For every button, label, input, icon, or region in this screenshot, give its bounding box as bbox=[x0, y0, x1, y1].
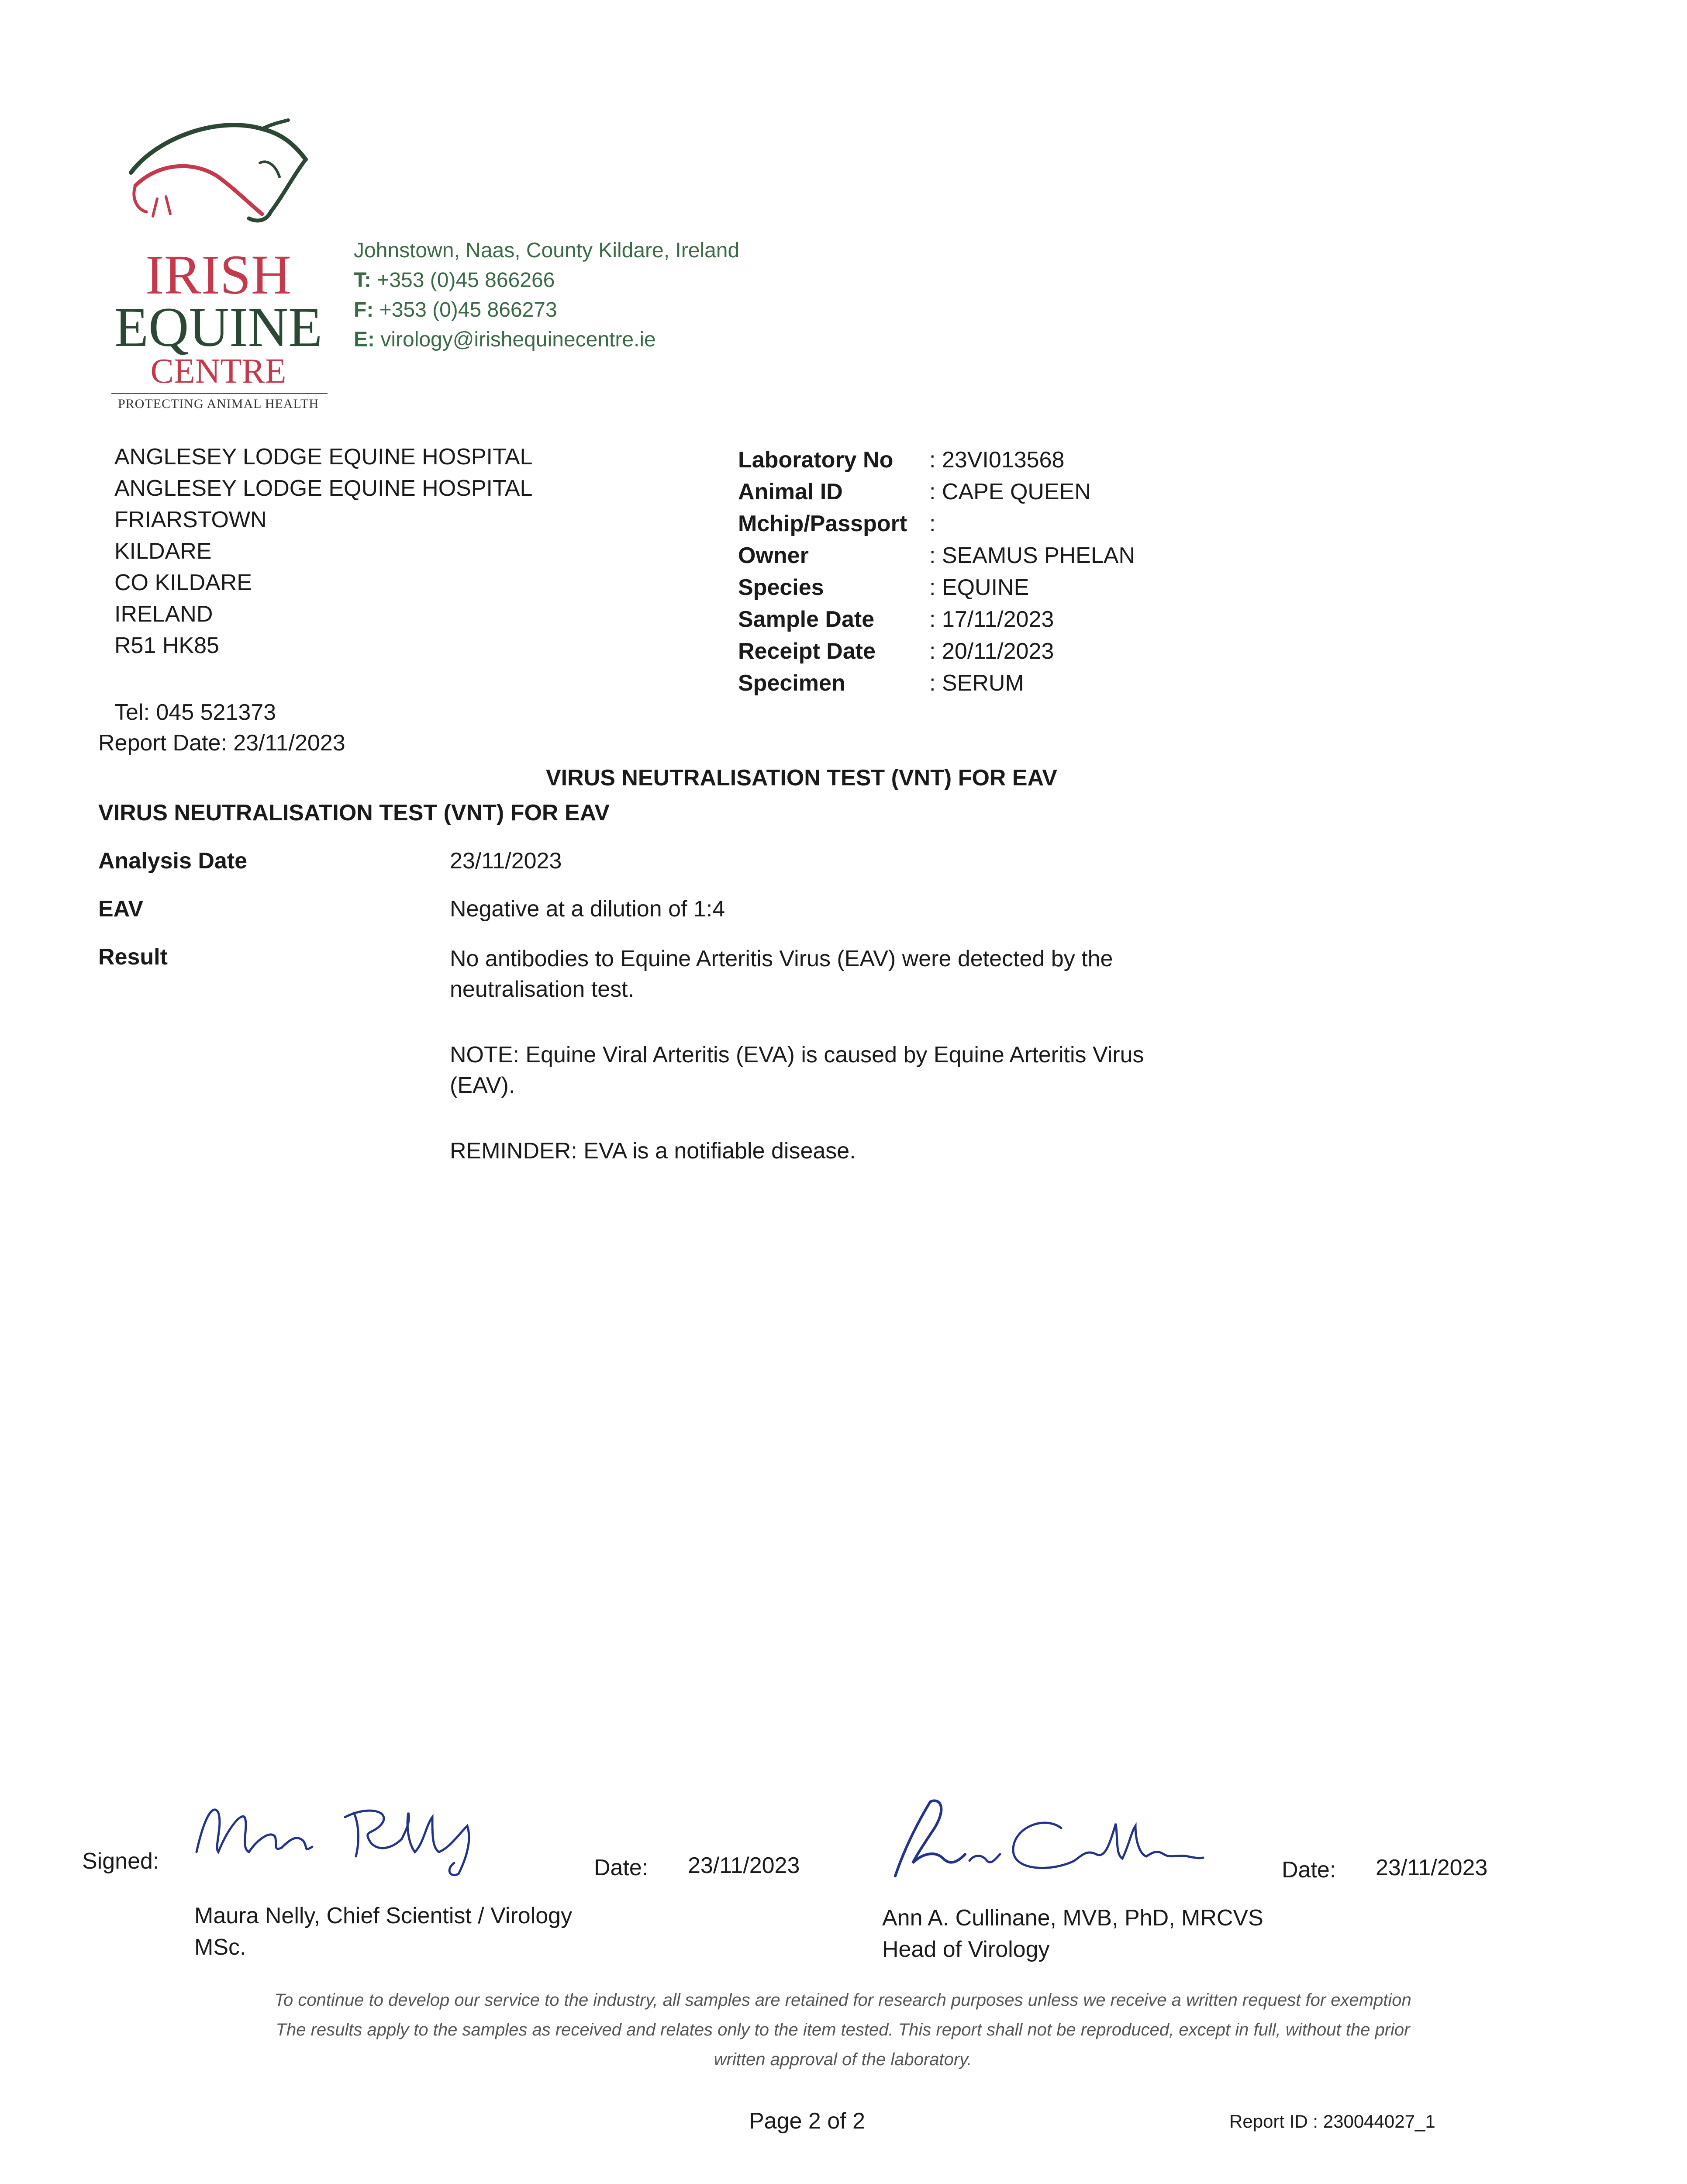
lab-info-label: Mchip/Passport bbox=[738, 511, 907, 536]
email-address: virology@irishequinecentre.ie bbox=[380, 328, 656, 351]
lab-info-label: Species bbox=[738, 575, 824, 600]
contact-email bbox=[354, 325, 656, 355]
fax-prefix: F: bbox=[354, 298, 374, 321]
signature-ann-cullinane bbox=[878, 1789, 1210, 1887]
owner: : SEAMUS PHELAN bbox=[929, 543, 1135, 568]
mchip-passport: : bbox=[929, 511, 936, 536]
lab-info-label: Specimen bbox=[738, 670, 845, 696]
recipient-line: KILDARE bbox=[114, 539, 212, 564]
disclaimer-line: To continue to develop our service to the industry, all samples are retained for research purposes unless we receive a written request for exemption bbox=[274, 1990, 1411, 2010]
lab-info-label: Laboratory No bbox=[738, 447, 894, 473]
signatory-2 bbox=[882, 1902, 1263, 1965]
fax-number: +353 (0)45 866273 bbox=[379, 298, 557, 321]
recipient-line: R51 HK85 bbox=[114, 633, 219, 658]
species: : EQUINE bbox=[929, 575, 1029, 600]
phone-prefix: T: bbox=[354, 269, 371, 292]
eav-value: Negative at a dilution of 1:4 bbox=[450, 896, 725, 922]
test-title-centered: VIRUS NEUTRALISATION TEST (VNT) FOR EAV bbox=[546, 765, 1057, 791]
laboratory-number: : 23VI013568 bbox=[929, 447, 1065, 473]
specimen: : SERUM bbox=[929, 670, 1024, 696]
signatory-2-title: Head of Virology bbox=[882, 1937, 1050, 1962]
logo-word-irish: IRISH bbox=[145, 244, 292, 306]
result-line: neutralisation test. bbox=[450, 977, 635, 1002]
lab-info-label: Animal ID bbox=[738, 479, 843, 505]
lab-info-label: Owner bbox=[738, 543, 809, 568]
lab-info-values bbox=[929, 444, 1135, 699]
report-date: Report Date: 23/11/2023 bbox=[98, 730, 345, 756]
recipient-address bbox=[114, 441, 532, 661]
date-label-2: Date: bbox=[1282, 1857, 1336, 1883]
lab-info-label: Receipt Date bbox=[738, 639, 876, 664]
phone-number: +353 (0)45 866266 bbox=[377, 269, 555, 292]
reminder-text: REMINDER: EVA is a notifiable disease. bbox=[450, 1138, 856, 1164]
receipt-date: : 20/11/2023 bbox=[929, 639, 1054, 664]
signature-scribble-icon bbox=[878, 1789, 1210, 1885]
email-prefix: E: bbox=[354, 328, 375, 351]
signatory-1-name: Maura Nelly, Chief Scientist / Virology bbox=[194, 1903, 573, 1928]
irish-equine-centre-logo bbox=[105, 111, 332, 417]
lab-info-label: Sample Date bbox=[738, 607, 875, 632]
signatory-1 bbox=[194, 1900, 572, 1963]
logo-tagline: PROTECTING ANIMAL HEALTH bbox=[117, 397, 319, 411]
recipient-line: ANGLESEY LODGE EQUINE HOSPITAL bbox=[114, 476, 533, 501]
sample-date: : 17/11/2023 bbox=[929, 607, 1054, 632]
date-value-1: 23/11/2023 bbox=[688, 1853, 800, 1878]
eav-label: EAV bbox=[98, 896, 144, 922]
contact-address: Johnstown, Naas, County Kildare, Ireland bbox=[354, 239, 740, 262]
lab-info-labels bbox=[738, 444, 907, 699]
result-line: No antibodies to Equine Arteritis Virus (EAV) were detected by the bbox=[450, 946, 1113, 971]
disclaimer-line: written approval of the laboratory. bbox=[714, 2050, 972, 2069]
signature-maura-nelly bbox=[188, 1787, 520, 1885]
recipient-line: ANGLESEY LODGE EQUINE HOSPITAL bbox=[114, 444, 533, 470]
signatory-1-qualification: MSc. bbox=[194, 1935, 246, 1960]
horse-head-icon bbox=[105, 111, 332, 242]
footer-disclaimer bbox=[131, 1985, 1555, 2074]
recipient-line: CO KILDARE bbox=[114, 570, 252, 595]
note-line: NOTE: Equine Viral Arteritis (EVA) is caused by Equine Arteritis Virus bbox=[450, 1042, 1144, 1068]
contact-phone bbox=[354, 266, 555, 295]
note-line: (EAV). bbox=[450, 1073, 515, 1098]
analysis-date-value: 23/11/2023 bbox=[450, 848, 562, 874]
signed-label: Signed: bbox=[82, 1849, 159, 1874]
signatory-2-name: Ann A. Cullinane, MVB, PhD, MRCVS bbox=[882, 1905, 1263, 1931]
recipient-tel: Tel: 045 521373 bbox=[114, 700, 276, 725]
animal-id: : CAPE QUEEN bbox=[929, 479, 1091, 505]
result-text bbox=[450, 943, 1113, 1005]
analysis-date-label: Analysis Date bbox=[98, 848, 248, 874]
page-number: Page 2 of 2 bbox=[749, 2108, 865, 2134]
recipient-line: IRELAND bbox=[114, 601, 213, 627]
signature-scribble-icon bbox=[188, 1787, 520, 1883]
test-section-title: VIRUS NEUTRALISATION TEST (VNT) FOR EAV bbox=[98, 800, 610, 826]
report-id: Report ID : 230044027_1 bbox=[1229, 2111, 1435, 2132]
date-value-2: 23/11/2023 bbox=[1376, 1855, 1488, 1880]
recipient-line: FRIARSTOWN bbox=[114, 507, 267, 532]
result-label: Result bbox=[98, 944, 168, 970]
disclaimer-line: The results apply to the samples as received and relates only to the item tested. This report shall not be reproduced, except in full, without the prior bbox=[276, 2020, 1410, 2039]
date-label-1: Date: bbox=[594, 1855, 649, 1880]
logo-divider bbox=[111, 393, 328, 394]
contact-fax bbox=[354, 295, 557, 325]
logo-word-equine: EQUINE bbox=[114, 296, 323, 358]
note-text bbox=[450, 1040, 1144, 1101]
logo-word-centre: CENTRE bbox=[150, 352, 286, 390]
